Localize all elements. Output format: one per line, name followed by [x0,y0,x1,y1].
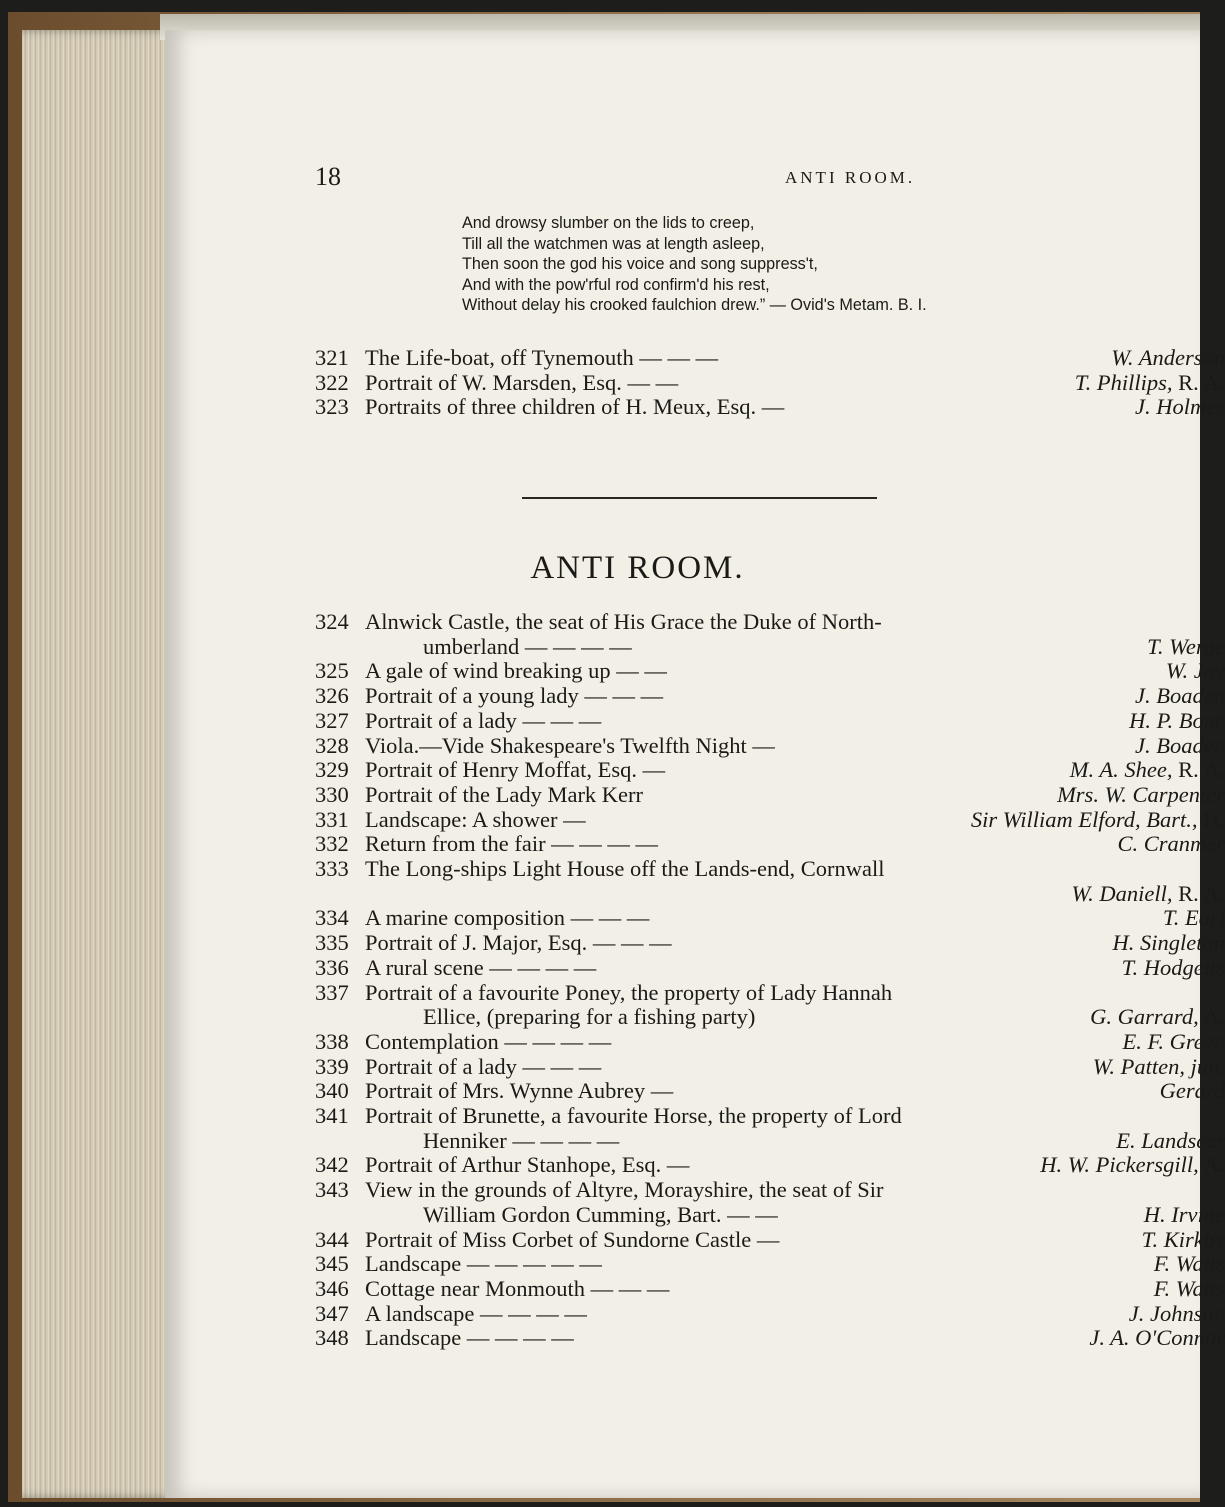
artist-name [1069,371,1225,396]
entry-row [315,1030,1225,1055]
artwork-title: Portraits of three children of H. Meux, Esq. — [365,394,785,420]
artist-name [1051,783,1225,808]
artist-name-text: T. Kirkby [1141,1226,1225,1252]
artist-name-text: F. Watts [1153,1275,1225,1301]
artist-name-text: H. Irvine [1143,1201,1225,1227]
artist-name [1064,758,1225,783]
entry-row [315,906,1225,931]
entry-row [315,1326,1225,1351]
artist-name [1129,734,1225,759]
artist-name [1116,956,1225,981]
catalog-number: 347 [315,1300,349,1326]
artist-name-text: T. Earl [1162,905,1225,931]
catalog-number: 325 [315,658,349,684]
artist-name-text: G. Garrard, [1090,1004,1199,1030]
artist-name [1160,659,1225,684]
entry-row [315,1129,1225,1154]
entry-row [315,1277,1225,1302]
catalog-entry [315,931,1225,956]
entry-row [315,1005,1225,1030]
page-content [165,30,1225,1498]
catalog-number: 327 [315,707,349,733]
artist-name [1083,1326,1225,1351]
artist-name-text: T. Werge [1147,633,1225,659]
artwork-title: Portrait of a lady — — — [365,707,602,733]
entry-row [315,659,1225,684]
artist-title-suffix: H. [1197,806,1225,832]
catalog-number: 334 [315,905,349,931]
catalog-entry [315,1302,1225,1327]
artwork-title: Portrait of Henry Moffat, Esq. — [365,757,666,783]
catalog-number: 338 [315,1028,349,1054]
catalog-entry [315,1326,1225,1351]
catalog-entry [315,758,1225,783]
entry-row [315,709,1225,734]
verse-line: Till all the watchmen was at length asleep, [462,234,765,253]
entry-row [315,1228,1225,1253]
artwork-title: The Life-boat, off Tynemouth — — — [365,345,719,370]
catalog-number: 324 [315,609,349,634]
artwork-title: A landscape — — — — [365,1300,587,1326]
catalog-entry [315,395,1225,420]
catalog-entry [315,832,1225,857]
artwork-title: A gale of wind breaking up — — [365,658,667,684]
catalog-entry [315,1252,1225,1277]
catalog-number: 323 [315,394,349,420]
artist-name-text: T. Hodgetts [1121,954,1225,980]
artwork-title: Alnwick Castle, the seat of His Grace the Duke of North- [365,609,882,634]
catalog-number: 330 [315,781,349,807]
artist-name-text: W. Patten, jun. [1092,1053,1225,1079]
catalog-number: 340 [315,1078,349,1104]
running-head [315,158,1195,198]
artist-name [1154,1079,1225,1104]
catalog-number: 329 [315,757,349,783]
artwork-title: Landscape: A shower — [365,806,586,832]
artist-name-text: W. Anderson [1111,345,1225,370]
artist-title-suffix: R. A. [1172,880,1225,906]
verse-line: And drowsy slumber on the lids to creep, [462,214,755,232]
catalog-number: 344 [315,1226,349,1252]
catalog-entry [315,346,1225,371]
artist-name [1065,882,1225,907]
catalog-entry [315,371,1225,396]
artist-name [1148,1252,1225,1277]
entry-row [315,882,1225,907]
artist-name [1084,1005,1225,1030]
catalog-number: 346 [315,1275,349,1301]
catalog-entry [315,1178,1225,1227]
running-title: ANTI ROOM. [785,168,916,187]
artist-name [1117,1030,1225,1055]
catalog-number: 335 [315,930,349,956]
artist-name-text: Sir William Elford, Bart., [970,806,1198,832]
artwork-title: Contemplation — — — — [365,1028,612,1054]
catalog-entry [315,1030,1225,1055]
catalog-entry [315,783,1225,808]
artist-name [1136,1228,1225,1253]
catalog-number: 328 [315,732,349,758]
artist-name [1087,1055,1225,1080]
artist-name-text: J. Boaden [1135,732,1225,758]
artist-name [1148,1277,1225,1302]
entry-row [315,635,1225,660]
artist-name [965,808,1225,833]
artist-name [1107,931,1225,956]
artwork-title: Portrait of Arthur Stanhope, Esq. — [365,1152,690,1178]
catalog-number: 343 [315,1177,349,1203]
artist-name [1129,684,1225,709]
catalog-number: 326 [315,683,349,709]
verse-line: And with the pow'rful rod confirm'd his rest, [462,275,770,294]
artwork-title: Portrait of a favourite Poney, the property of Lady Hannah [365,979,893,1005]
catalog-number: 342 [315,1152,349,1178]
catalog-entry [315,956,1225,981]
artwork-title: View in the grounds of Altyre, Morayshire, the seat of Sir [365,1177,884,1203]
section-divider [522,497,877,499]
artist-name [1123,709,1225,734]
entry-row [315,1055,1225,1080]
artist-name-text: H. W. Pickersgill, [1040,1152,1199,1178]
artwork-title: A rural scene — — — — [365,954,597,980]
entry-row [315,1104,1225,1129]
entry-row [315,832,1225,857]
artist-name-text: E. Landseer [1116,1127,1225,1153]
artwork-title: Portrait of Mrs. Wynne Aubrey — [365,1078,674,1104]
artist-name-text: J. Holmes [1135,394,1225,420]
section-heading-text: ANTI ROOM. [530,550,745,586]
catalog-list-preceding [315,346,1225,420]
entry-row [315,1252,1225,1277]
artwork-title: A marine composition — — — [365,905,650,931]
catalog-entry [315,1079,1225,1104]
catalog-list-anti-room [315,610,1225,1351]
entry-row [315,346,1225,371]
catalog-number: 341 [315,1103,349,1129]
artwork-title: Landscape — — — — [365,1325,574,1351]
entry-row [315,1302,1225,1327]
entry-row [315,395,1225,420]
page-number: 18 [315,162,341,191]
catalog-entry [315,981,1225,1030]
catalog-entry [315,659,1225,684]
artist-name [1105,346,1225,371]
artwork-title-continued: umberland — — — — [423,633,632,659]
entry-row [315,610,1225,635]
entry-row [315,808,1225,833]
artwork-title: Portrait of Miss Corbet of Sundorne Castle — [365,1226,780,1252]
artwork-title: Portrait of the Lady Mark Kerr [365,781,644,807]
artwork-title: Landscape — — — — — [365,1251,602,1277]
artist-name-text: Mrs. W. Carpenter [1057,781,1225,807]
artwork-title-continued: Henniker — — — — [423,1127,620,1153]
entry-row [315,1203,1225,1228]
artist-name [1123,1302,1225,1327]
artist-name-text: J. Johnson [1128,1300,1225,1326]
entry-row [315,1153,1225,1178]
entry-row [315,857,1225,882]
artist-name-text: W. Joy [1165,658,1225,684]
entry-row [315,783,1225,808]
artwork-title: Portrait of W. Marsden, Esq. — — [365,369,679,395]
catalog-entry [315,808,1225,833]
catalog-number: 332 [315,831,349,857]
artist-name-text: H. P. Bone [1129,707,1225,733]
artist-name-text: J. Boaden [1135,683,1225,709]
artist-name-text: T. Phillips, [1074,369,1173,395]
section-heading [165,550,1200,587]
catalog-entry [315,1277,1225,1302]
artwork-title: The Long-ships Light House off the Lands-end, Cornwall [365,856,885,882]
artist-name [1129,395,1225,420]
artist-name [1138,1203,1225,1228]
entry-row [315,956,1225,981]
entry-row [315,734,1225,759]
verse-line: Without delay his crooked faulchion drew.” — Ovid's Metam. B. I. [462,296,927,314]
artwork-title: Viola.—Vide Shakespeare's Twelfth Night — [365,732,775,758]
catalog-number: 339 [315,1053,349,1079]
artist-name-text: C. Cranmer [1117,831,1225,857]
artist-name-text: Gerard [1159,1078,1225,1104]
catalog-entry [315,1153,1225,1178]
catalog-entry [315,610,1225,659]
entry-row [315,684,1225,709]
catalog-entry [315,1104,1225,1153]
artist-name [1034,1153,1225,1178]
artist-name-text: J. A. O'Connor [1089,1325,1225,1351]
artist-title-suffix: A. [1198,1152,1225,1178]
artwork-title: Portrait of J. Major, Esq. — — — [365,930,672,956]
verse-line: Then soon the god his voice and song suppress't, [462,255,818,273]
artwork-title: Portrait of Brunette, a favourite Horse, the property of Lord [365,1103,902,1129]
artist-name-text: W. Daniell, [1071,880,1173,906]
catalog-entry [315,1228,1225,1253]
artwork-title-continued: Ellice, (preparing for a fishing party) [423,1004,756,1030]
verse-quotation [462,213,1082,316]
book-page [165,30,1225,1498]
artist-name-text: E. F. Green [1122,1028,1225,1054]
artist-name [1111,832,1225,857]
catalog-number: 331 [315,806,349,832]
artist-title-suffix: R. A. [1172,369,1225,395]
entry-row [315,1079,1225,1104]
artist-title-suffix: R. A. [1172,757,1225,783]
catalog-entry [315,734,1225,759]
artist-name-text: H. Singleton [1112,930,1225,956]
artist-name [1157,906,1225,931]
artwork-title-continued: William Gordon Cumming, Bart. — — [423,1201,778,1227]
catalog-entry [315,1055,1225,1080]
entry-row [315,981,1225,1006]
catalog-number: 337 [315,979,349,1005]
catalog-number: 345 [315,1251,349,1277]
artist-name-text: F. Watts [1153,1251,1225,1277]
artwork-title: Portrait of a young lady — — — [365,683,664,709]
artist-title-suffix: A. [1198,1004,1225,1030]
artist-name [1141,635,1225,660]
artist-name-text: M. A. Shee, [1069,757,1173,783]
artist-name [1110,1129,1225,1154]
catalog-number: 348 [315,1325,349,1351]
entry-row [315,931,1225,956]
entry-row [315,758,1225,783]
page-edges [22,30,187,1498]
catalog-entry [315,684,1225,709]
artwork-title: Cottage near Monmouth — — — [365,1275,670,1301]
catalog-number: 336 [315,954,349,980]
entry-row [315,1178,1225,1203]
catalog-entry [315,906,1225,931]
catalog-entry [315,857,1225,906]
catalog-number: 322 [315,369,349,395]
catalog-entry [315,709,1225,734]
catalog-number: 321 [315,345,349,370]
artwork-title: Return from the fair — — — — [365,831,659,857]
artwork-title: Portrait of a lady — — — [365,1053,602,1079]
catalog-number: 333 [315,856,349,882]
entry-row [315,371,1225,396]
